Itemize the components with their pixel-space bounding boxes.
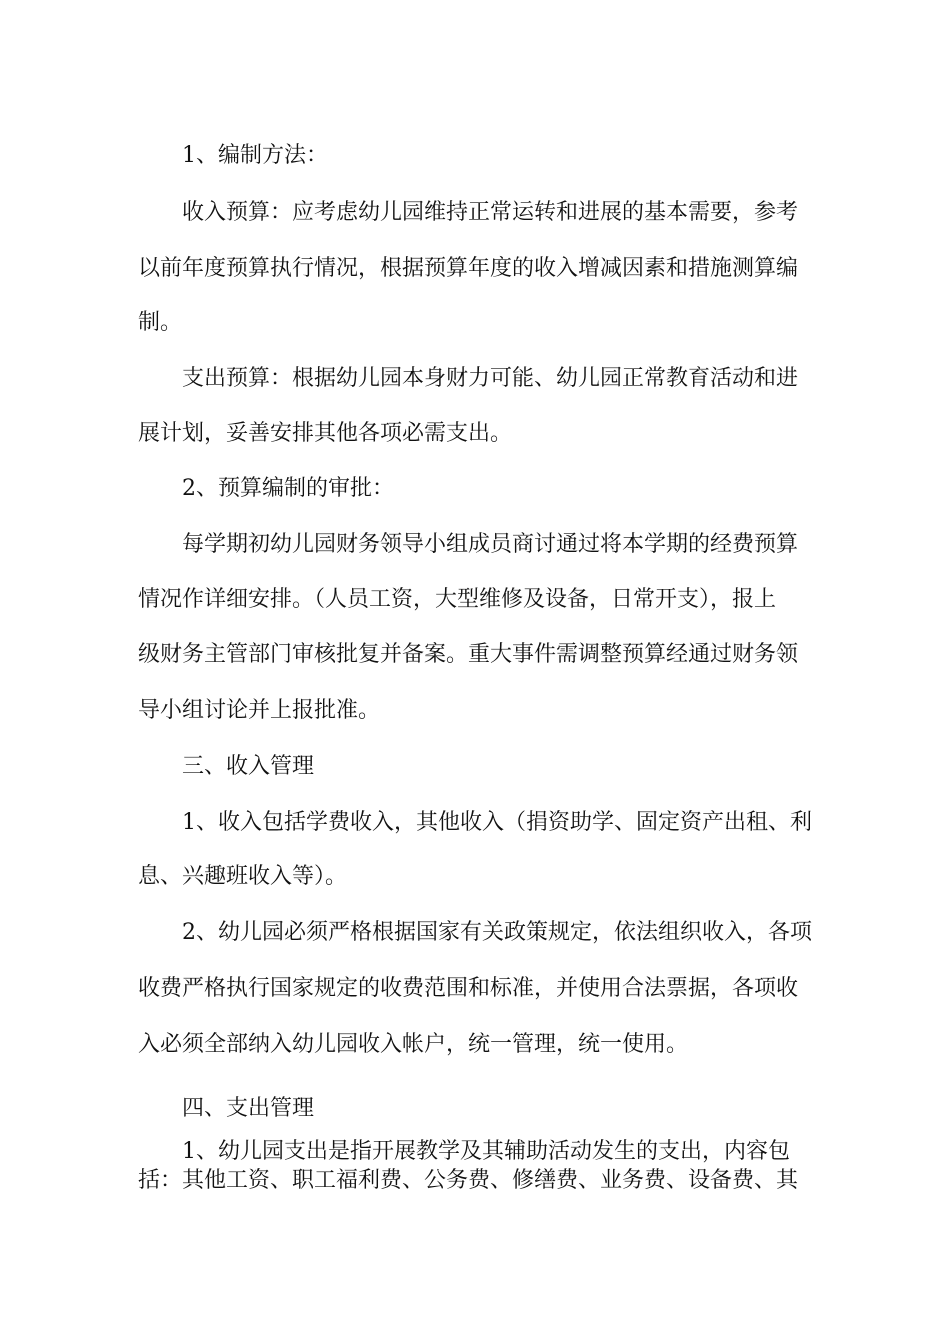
- text-line: 1、编制方法：: [182, 143, 328, 168]
- text-line: 2、预算编制的审批：: [182, 476, 394, 501]
- text-line: 制。: [138, 310, 183, 335]
- text-line: 展计划，妥善安排其他各项必需支出。: [138, 421, 513, 446]
- text-line: 括：其他工资、职工福利费、公务费、修缮费、业务费、设备费、其: [138, 1168, 799, 1193]
- text-line: 收入预算：应考虑幼儿园维持正常运转和进展的基本需要，参考: [182, 200, 799, 225]
- text-line: 每学期初幼儿园财务领导小组成员商讨通过将本学期的经费预算: [182, 532, 799, 557]
- text-line: 2、幼儿园必须严格根据国家有关政策规定，依法组织收入，各项: [182, 920, 812, 945]
- text-line: 四、支出管理: [182, 1096, 315, 1121]
- text-line: 入必须全部纳入幼儿园收入帐户，统一管理，统一使用。: [138, 1032, 689, 1057]
- text-line: 三、收入管理: [182, 754, 315, 779]
- text-line: 级财务主管部门审核批复并备案。重大事件需调整预算经通过财务领: [138, 642, 799, 667]
- text-line: 支出预算：根据幼儿园本身财力可能、幼儿园正常教育活动和进: [182, 366, 799, 391]
- text-line: 收费严格执行国家规定的收费范围和标准，并使用合法票据，各项收: [138, 976, 799, 1001]
- text-line: 情况作详细安排。（人员工资，大型维修及设备，日常开支），报上: [138, 587, 777, 612]
- text-line: 1、收入包括学费收入，其他收入（捐资助学、固定资产出租、利: [182, 810, 812, 835]
- text-line: 1、幼儿园支出是指开展教学及其辅助活动发生的支出，内容包: [182, 1139, 790, 1164]
- text-line: 息、兴趣班收入等）。: [138, 864, 348, 889]
- text-line: 导小组讨论并上报批准。: [138, 698, 381, 723]
- text-line: 以前年度预算执行情况，根据预算年度的收入增减因素和措施测算编: [138, 256, 799, 281]
